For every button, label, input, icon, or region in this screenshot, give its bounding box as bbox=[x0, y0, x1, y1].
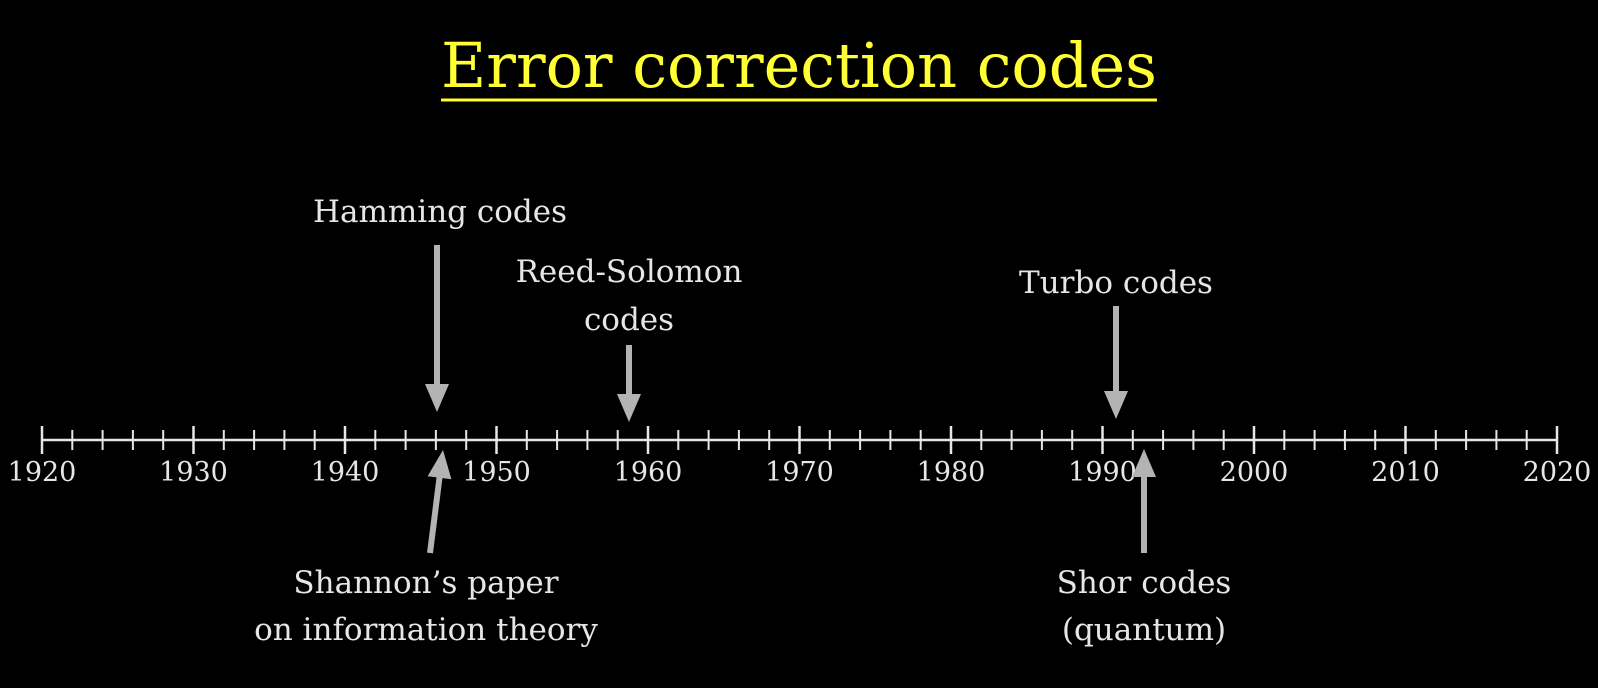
arrow-down-icon bbox=[1104, 391, 1128, 419]
timeline-events bbox=[254, 194, 1231, 648]
event-hamming bbox=[313, 194, 567, 412]
event-label: Hamming codes bbox=[312, 194, 568, 230]
arrow-shaft bbox=[430, 476, 440, 553]
event-label: Reed-Solomon bbox=[515, 254, 743, 290]
year-label: 1960 bbox=[613, 457, 683, 488]
event-label: Turbo codes bbox=[1019, 265, 1213, 301]
page-title: Error correction codes bbox=[441, 29, 1157, 102]
year-label: 1920 bbox=[7, 457, 77, 488]
arrow-up-icon bbox=[428, 450, 452, 479]
event-label: on information theory bbox=[254, 612, 598, 648]
event-label: codes bbox=[583, 302, 675, 338]
year-label: 2020 bbox=[1522, 457, 1592, 488]
year-label: 1990 bbox=[1068, 457, 1137, 488]
event-label: Shor codes bbox=[1056, 565, 1232, 601]
year-label: 1930 bbox=[159, 457, 228, 488]
event-reed-solomon bbox=[516, 254, 743, 422]
year-label: 1940 bbox=[310, 457, 380, 488]
year-label: 1980 bbox=[916, 457, 986, 488]
year-labels bbox=[8, 457, 1592, 488]
arrow-down-icon bbox=[425, 384, 449, 412]
year-label: 1950 bbox=[462, 457, 531, 488]
event-turbo bbox=[1019, 265, 1213, 419]
year-label: 1970 bbox=[765, 457, 834, 488]
event-shannon bbox=[254, 450, 598, 648]
event-label: Shannon’s paper bbox=[293, 565, 559, 601]
year-label: 2000 bbox=[1219, 457, 1289, 488]
arrow-down-icon bbox=[617, 394, 641, 422]
event-label: (quantum) bbox=[1061, 612, 1227, 648]
year-label: 2010 bbox=[1371, 457, 1440, 488]
